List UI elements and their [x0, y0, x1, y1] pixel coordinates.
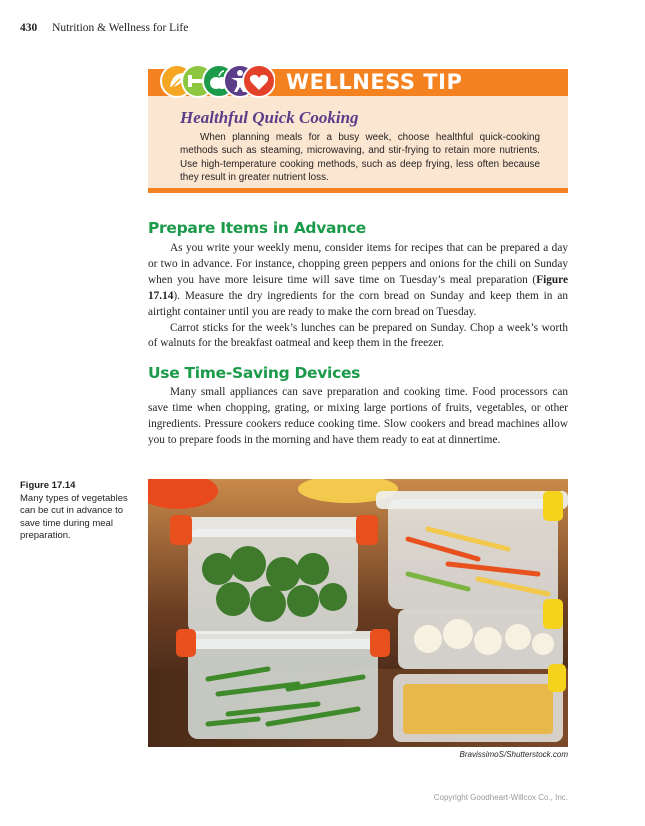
section-heading-prepare: Prepare Items in Advance: [148, 219, 367, 237]
section-heading-devices: Use Time-Saving Devices: [148, 364, 361, 382]
section-body-devices: [148, 385, 568, 449]
figure-caption-text: Many types of vegetables can be cut in advance to save time during meal preparation.: [20, 492, 128, 541]
figure-reference: Figure 17.14: [148, 273, 568, 302]
copyright: Copyright Goodheart-Willcox Co., Inc.: [433, 793, 568, 802]
page-number: 430: [20, 22, 38, 34]
wellness-tip-title: Healthful Quick Cooking: [180, 108, 359, 127]
vegetable-containers-photo: [148, 479, 568, 747]
wellness-tip-body: [180, 131, 540, 185]
wellness-tip-text: When planning meals for a busy week, choose healthful quick-cooking methods such as steaming, microwaving, and stir-frying to retain more nutrients. Use high-temperature cooking methods, such as deep frying, less often because they result in greater nutrient loss.: [180, 132, 540, 184]
book-title: Nutrition & Wellness for Life: [52, 22, 189, 34]
wellness-tip-bottom-rule: [148, 188, 568, 193]
running-head: [20, 22, 188, 34]
wellness-tip-label: WELLNESS TIP: [286, 70, 463, 94]
paragraph: Carrot sticks for the week’s lunches can be prepared on Sunday. Chop a week’s worth of walnuts for the breakfast oatmeal and keep them in the freezer.: [148, 321, 568, 350]
paragraph: Many small appliances can save preparation and cooking time. Food processors can save time when chopping, grating, or mixing large portions of fruits, vegetables, or other ingredients. Pressure cookers reduce cooking time. Slow cookers and bread machines allow you to prepare foods in the morning and have them ready to eat at dinnertime.: [148, 386, 568, 446]
wellness-icons: [160, 63, 275, 99]
section-body-prepare: [148, 241, 568, 352]
heart-icon: [243, 65, 275, 97]
paragraph: As you write your weekly menu, consider items for recipes that can be prepared a day or two in advance. For instance, chopping green peppers and onions for the chili on Sunday when you have more leisure time will save time on Tuesday’s meal preparation (Figure 17.14). Measure the dry ingredients for the corn bread on Sunday and keep them in an airtight container until you are ready to make the corn bread on Tuesday.: [148, 242, 568, 318]
figure-caption: [20, 480, 135, 543]
photo-credit: BravissimoS/Shutterstock.com: [459, 750, 568, 759]
figure-number: Figure 17.14: [20, 480, 76, 491]
